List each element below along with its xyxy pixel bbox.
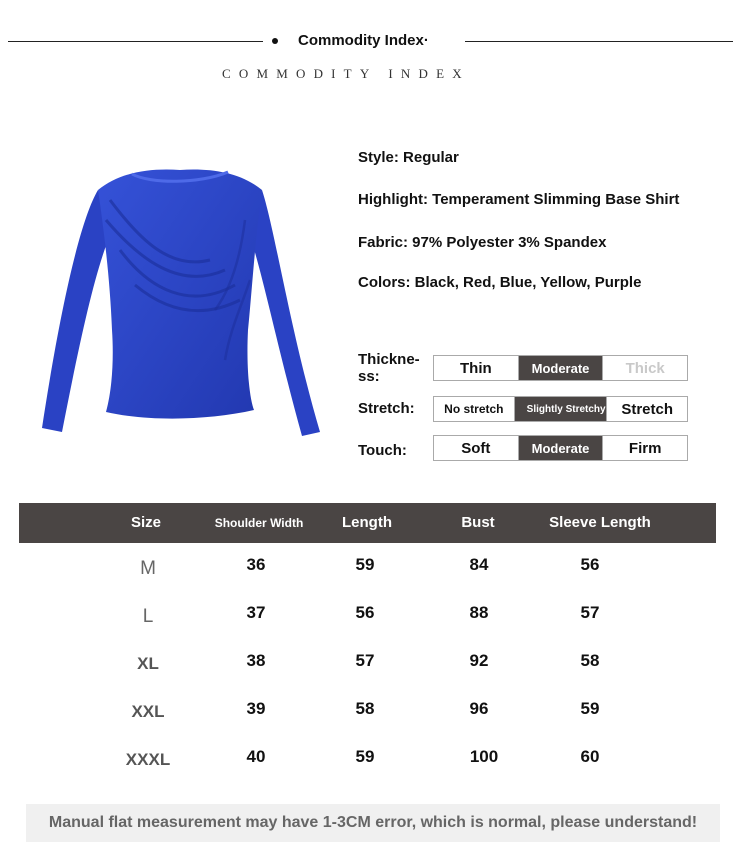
page-title: Commodity Index· (298, 32, 429, 49)
spec-fabric: Fabric: 97% Polyester 3% Spandex (358, 234, 607, 251)
right-sleeve (248, 190, 320, 436)
stretch-option-none: No stretch (434, 397, 515, 421)
spec-highlight: Highlight: Temperament Slimming Base Shirt (358, 191, 680, 208)
table-row (0, 651, 750, 681)
spec-colors: Colors: Black, Red, Blue, Yellow, Purple (358, 274, 642, 291)
stretch-label: Stretch: (358, 400, 415, 417)
size-cell: M (140, 558, 156, 579)
stretch-option-stretch: Stretch (621, 400, 674, 418)
header-shoulder-width: Shoulder Width (214, 516, 304, 530)
bust-cell: 96 (469, 699, 489, 718)
product-image (40, 160, 322, 442)
table-row (0, 747, 750, 777)
bust-cell: 92 (469, 651, 489, 670)
bust-cell: 84 (469, 555, 489, 574)
thickness-option-thick: Thick (625, 359, 665, 377)
shoulder-cell: 39 (246, 699, 266, 718)
length-cell: 57 (355, 651, 375, 670)
thickness-option-thin: Thin (434, 356, 519, 380)
touch-label: Touch: (358, 442, 407, 459)
touch-option-moderate: Moderate (519, 436, 604, 460)
shoulder-cell: 36 (246, 555, 266, 574)
sleeve-cell: 58 (580, 651, 600, 670)
size-cell: XXXL (125, 750, 171, 769)
sleeve-cell: 57 (580, 603, 600, 622)
size-cell: L (142, 606, 154, 627)
size-cell: XXL (131, 702, 165, 721)
size-table-header (19, 503, 716, 543)
header-size: Size (130, 514, 162, 531)
size-cell: XL (137, 654, 159, 673)
length-cell: 56 (355, 603, 375, 622)
sleeve-cell: 59 (580, 699, 600, 718)
table-row (0, 603, 750, 633)
page-subtitle: COMMODITY INDEX (222, 66, 470, 81)
stretch-option-slightly: Slightly Stretchy (515, 397, 608, 421)
header-rule-left (8, 41, 263, 42)
header-sleeve-length: Sleeve Length (549, 514, 651, 531)
header-rule-right (465, 41, 733, 42)
bust-cell: 100 (469, 747, 499, 766)
touch-option-soft: Soft (434, 436, 519, 460)
touch-scale (433, 435, 688, 461)
stretch-scale (433, 396, 688, 422)
header-length: Length (342, 514, 392, 531)
thickness-label: Thickne-ss: (358, 351, 420, 385)
shoulder-cell: 37 (246, 603, 266, 622)
length-cell: 59 (355, 555, 375, 574)
header-bust: Bust (461, 514, 495, 531)
table-row (0, 555, 750, 585)
length-cell: 59 (355, 747, 375, 766)
thickness-scale (433, 355, 688, 381)
bust-cell: 88 (469, 603, 489, 622)
left-sleeve (42, 190, 112, 432)
sleeve-cell: 60 (580, 747, 600, 766)
table-row (0, 699, 750, 729)
touch-option-firm: Firm (628, 439, 662, 457)
shoulder-cell: 38 (246, 651, 266, 670)
measurement-note: Manual flat measurement may have 1-3CM error, which is normal, please understand! (26, 804, 720, 842)
shoulder-cell: 40 (246, 747, 266, 766)
thickness-option-moderate: Moderate (519, 356, 604, 380)
length-cell: 58 (355, 699, 375, 718)
sleeve-cell: 56 (580, 555, 600, 574)
bullet-icon (272, 38, 278, 44)
spec-style: Style: Regular (358, 149, 459, 166)
